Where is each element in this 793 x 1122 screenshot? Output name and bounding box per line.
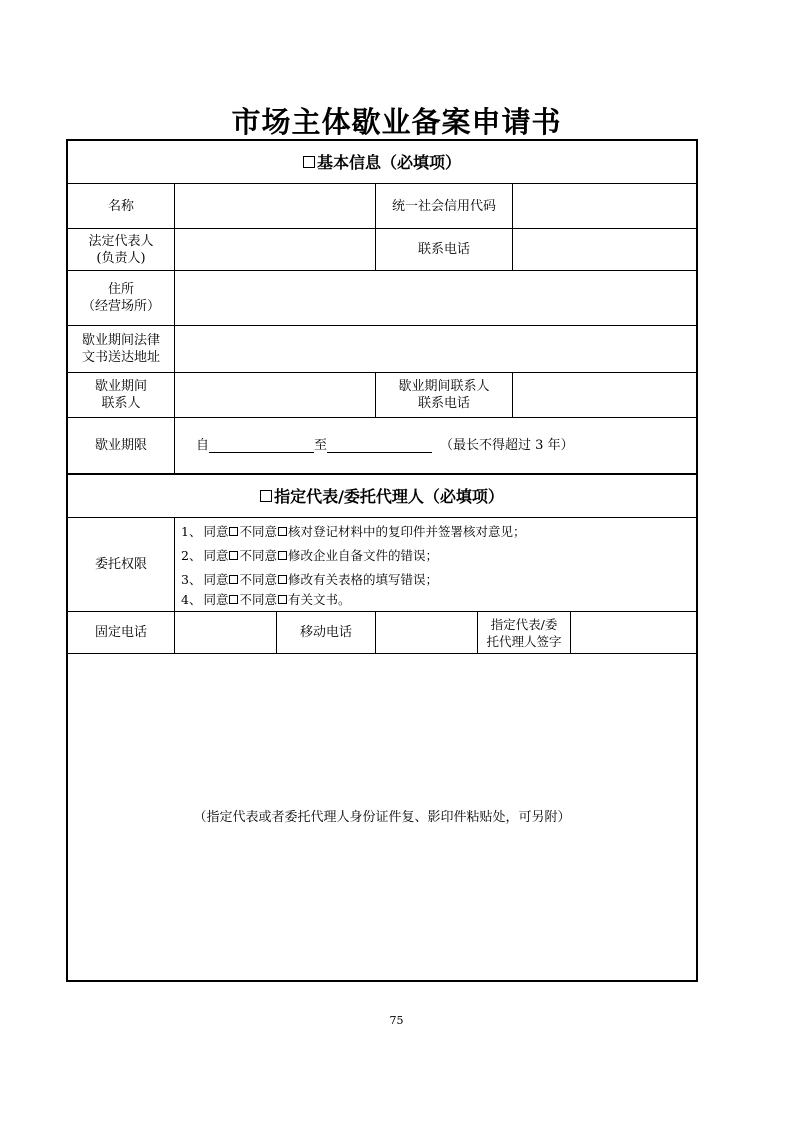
contact-phone-label: 歇业期间联系人 联系电话 [398, 379, 490, 411]
permission-item: 1、 同意 不同意 核对登记材料中的复印件并签署核对意见； [181, 524, 526, 539]
legal-rep-label: 法定代表人 (负责人) [88, 233, 154, 266]
contact-phone-field[interactable] [513, 373, 696, 417]
mobile-label: 移动电话 [299, 625, 352, 640]
period-label: 歇业期限 [94, 438, 147, 453]
contact-label: 歇业期间 联系人 [94, 379, 147, 411]
agree-checkbox[interactable] [229, 575, 238, 584]
period-from-label: 自 [196, 438, 210, 453]
period-start-field[interactable] [209, 438, 314, 453]
period-note: （最长不得超过 3 年） [440, 438, 574, 453]
agree-checkbox[interactable] [229, 551, 238, 560]
agree-checkbox[interactable] [229, 527, 238, 536]
landline-label: 固定电话 [94, 625, 147, 640]
period-to-label: 至 [314, 438, 328, 453]
page-number: 75 [389, 1014, 404, 1027]
phone-field[interactable] [513, 229, 696, 270]
disagree-checkbox[interactable] [278, 575, 287, 584]
legal-rep-field[interactable] [175, 229, 375, 270]
contact-field[interactable] [175, 373, 375, 417]
id-paste-area[interactable] [68, 654, 696, 980]
permission-item: 4、 同意 不同意 有关文书。 [181, 592, 351, 607]
agree-checkbox[interactable] [229, 595, 238, 604]
authority-label: 委托权限 [94, 557, 147, 572]
permission-item: 3、 同意 不同意 修改有关表格的填写错误； [181, 572, 438, 587]
section-delegate-checkbox[interactable] [260, 490, 272, 502]
service-address-field[interactable] [175, 326, 696, 372]
credit-code-field[interactable] [513, 184, 696, 228]
period-end-field[interactable] [327, 438, 432, 453]
address-label: 住所 （经营场所） [81, 282, 160, 314]
period-row [175, 418, 696, 473]
phone-label: 联系电话 [417, 242, 470, 257]
permission-item: 2、 同意 不同意 修改企业自备文件的错误； [181, 548, 438, 563]
name-label: 名称 [107, 198, 134, 214]
section-basic-heading: 基本信息（必填项） [68, 141, 696, 183]
form-title: 市场主体歇业备案申请书 [231, 105, 562, 139]
signature-field[interactable] [571, 612, 696, 653]
service-address-label: 歇业期间法律 文书送达地址 [81, 333, 160, 365]
disagree-checkbox[interactable] [278, 527, 287, 536]
application-form [66, 139, 698, 982]
mobile-field[interactable] [376, 612, 477, 653]
address-field[interactable] [175, 271, 696, 325]
section-delegate-heading: 指定代表/委托代理人（必填项） [68, 475, 696, 517]
signature-label: 指定代表/委 托代理人签字 [486, 616, 562, 649]
name-field[interactable] [175, 184, 375, 228]
credit-code-label: 统一社会信用代码 [391, 198, 496, 214]
section-basic-checkbox[interactable] [303, 156, 315, 168]
landline-field[interactable] [175, 612, 276, 653]
disagree-checkbox[interactable] [278, 595, 287, 604]
disagree-checkbox[interactable] [278, 551, 287, 560]
id-paste-note: （指定代表或者委托代理人身份证件复、影印件粘贴处，可另附） [193, 809, 571, 825]
